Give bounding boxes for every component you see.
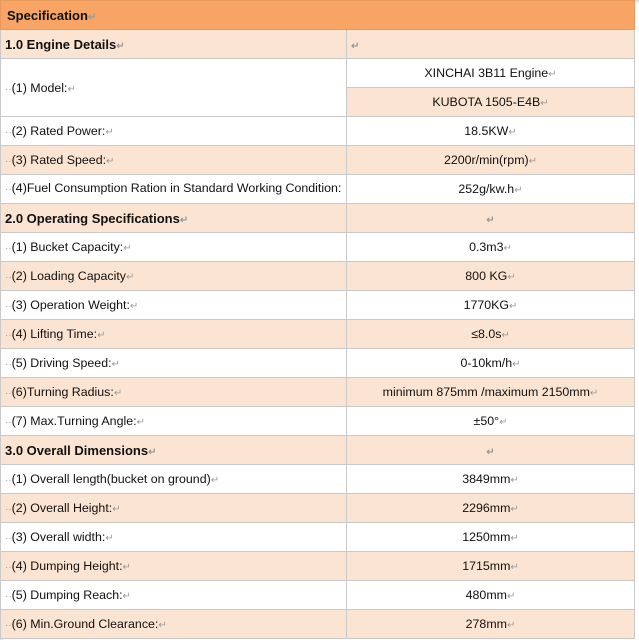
row-label: ··(2) Rated Power:↵ <box>1 117 347 146</box>
model-value: KUBOTA 1505-E4B↵ <box>347 88 635 117</box>
row-label: ··(5) Driving Speed:↵ <box>1 349 347 378</box>
row-value: minimum 875mm /maximum 2150mm↵ <box>347 378 635 407</box>
table-row <box>1 465 635 494</box>
row-value: 0-10km/h↵ <box>347 349 635 378</box>
model-value: XINCHAI 3B11 Engine↵ <box>347 59 635 88</box>
row-value: 18.5KW↵ <box>347 117 635 146</box>
section-blank: ↵ <box>347 204 635 233</box>
section-blank: ↵ <box>347 30 635 59</box>
table-row <box>1 552 635 581</box>
title-row <box>1 1 635 30</box>
row-label: ··(6) Min.Ground Clearance:↵ <box>1 610 347 639</box>
section-heading: 3.0 Overall Dimensions↵ <box>1 436 347 465</box>
section-operating <box>1 204 635 233</box>
table-row <box>1 494 635 523</box>
table-row <box>1 523 635 552</box>
row-label: ··(4)Fuel Consumption Ration in Standard Working Condition: <box>1 175 347 204</box>
row-label: ··(4) Lifting Time:↵ <box>1 320 347 349</box>
row-label: ··(7) Max.Turning Angle:↵ <box>1 407 347 436</box>
row-label: ··(6)Turning Radius:↵ <box>1 378 347 407</box>
row-value: 2200r/min(rpm)↵ <box>347 146 635 175</box>
section-blank: ↵ <box>347 436 635 465</box>
section-dimensions <box>1 436 635 465</box>
row-value: 278mm↵ <box>347 610 635 639</box>
table-row <box>1 581 635 610</box>
table-row <box>1 59 635 88</box>
row-label: ··(5) Dumping Reach:↵ <box>1 581 347 610</box>
table-row <box>1 320 635 349</box>
table-row <box>1 146 635 175</box>
section-heading: 2.0 Operating Specifications↵ <box>1 204 347 233</box>
row-value: 800 KG↵ <box>347 262 635 291</box>
row-value: 252g/kw.h↵ <box>347 175 635 204</box>
model-label: ··(1) Model:↵ <box>1 59 347 117</box>
row-label: ··(1) Bucket Capacity:↵ <box>1 233 347 262</box>
row-value: ≤8.0s↵ <box>347 320 635 349</box>
table-row <box>1 291 635 320</box>
table-row <box>1 175 635 204</box>
table-row <box>1 610 635 639</box>
table-row <box>1 407 635 436</box>
row-label: ··(2) Loading Capacity↵ <box>1 262 347 291</box>
table-row <box>1 117 635 146</box>
table-title: Specification↵ <box>1 1 635 30</box>
row-label: ··(4) Dumping Height:↵ <box>1 552 347 581</box>
table-row <box>1 233 635 262</box>
row-value: 1250mm↵ <box>347 523 635 552</box>
table-row <box>1 262 635 291</box>
row-label: ··(3) Operation Weight:↵ <box>1 291 347 320</box>
row-value: 480mm↵ <box>347 581 635 610</box>
table-row <box>1 378 635 407</box>
row-label: ··(3) Overall width:↵ <box>1 523 347 552</box>
section-engine <box>1 30 635 59</box>
section-heading: 1.0 Engine Details↵ <box>1 30 347 59</box>
row-value: 0.3m3↵ <box>347 233 635 262</box>
row-label: ··(3) Rated Speed:↵ <box>1 146 347 175</box>
row-value: 1715mm↵ <box>347 552 635 581</box>
row-label: ··(2) Overall Height:↵ <box>1 494 347 523</box>
row-value: 1770KG↵ <box>347 291 635 320</box>
row-value: 3849mm↵ <box>347 465 635 494</box>
row-value: ±50°↵ <box>347 407 635 436</box>
row-label: ··(1) Overall length(bucket on ground)↵ <box>1 465 347 494</box>
row-value: 2296mm↵ <box>347 494 635 523</box>
table-row <box>1 349 635 378</box>
